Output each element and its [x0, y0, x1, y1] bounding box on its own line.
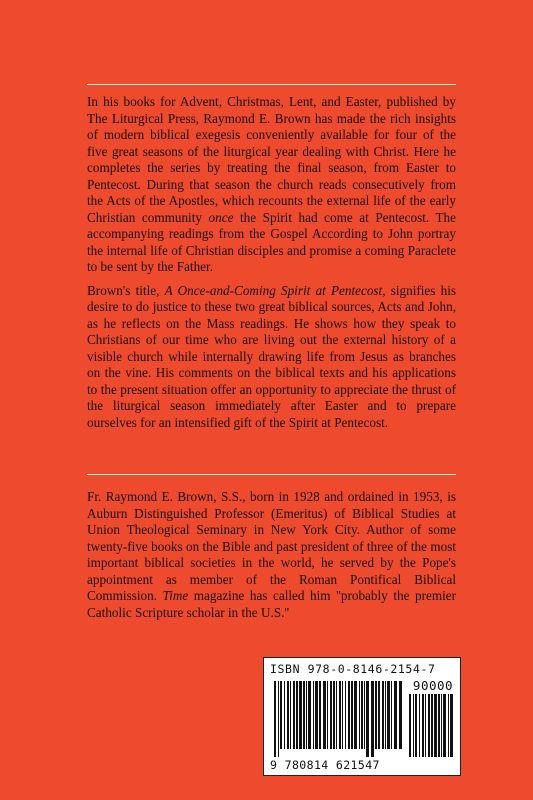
barcode-bar: [387, 681, 390, 749]
barcode-bar: [336, 681, 337, 749]
blurb-paragraph-1: [87, 94, 456, 276]
author-bio-paragraph: [87, 489, 456, 621]
addon-barcode-bars: [409, 694, 455, 757]
barcode-bar: [428, 694, 430, 757]
barcode-bar: [375, 681, 377, 749]
middle-divider: [87, 474, 456, 475]
barcode-bar: [450, 694, 453, 757]
book-title-italic: A Once-and-Coming Spirit at Pentecost,: [164, 282, 386, 298]
barcode-bar: [364, 681, 365, 749]
blurb-p1-text-a: In his books for Advent, Christmas, Lent, and Easter, published by The Liturgical Press, Raymond E. Brown has made the rich insights of modern biblical exegesis conveniently available for four of the five great seasons of the liturgical year dealing with Christ. Here he completes the series by treating the final season, from Easter to Pentecost. During that season the church reads consecutively from the Acts of the Apostles, which recounts the external life of the early Christian community: [87, 94, 456, 225]
barcode-bar: [330, 681, 332, 749]
barcode-bar: [441, 694, 442, 757]
barcode-bar: [422, 694, 424, 757]
bio-text-b: magazine has called him ''probably the premier Catholic Scripture scholar in the U.S.'': [87, 588, 456, 620]
barcode-bar: [303, 681, 305, 749]
barcode-bar: [323, 681, 326, 749]
barcode-bar: [345, 681, 346, 749]
barcode-bar: [448, 694, 449, 757]
isbn-barcode: [263, 657, 461, 776]
barcode-bar: [378, 681, 380, 749]
blurb-p2-text-b: signifies his desire to do justice to these two great biblical sources, Acts and John, as he reflects on the Mass readings. He shows how they speak to Christians of our time who are living out the external history of a visible church while internally drawing life from Jesus as branches on the vine. His comments on the biblical texts and his applications to the present situation offer an opportunity to appreciate the thrust of the liturgical season immediately after Easter and to prepare ourselves for an intensified gift of the Spirit at Pentecost.: [87, 282, 457, 430]
barcode-bar: [354, 681, 357, 749]
barcode-bar: [394, 681, 397, 749]
barcode-bar: [385, 681, 386, 749]
bio-italic-magazine: Time: [162, 588, 189, 603]
barcode-bar: [359, 681, 360, 749]
barcode-bar: [415, 694, 417, 757]
barcode-bar: [284, 681, 285, 749]
barcode-bar: [413, 694, 414, 757]
barcode-bar: [319, 681, 321, 749]
barcode-bar: [274, 681, 276, 757]
barcode-bar: [351, 681, 353, 749]
barcode-bar: [327, 681, 328, 749]
barcode-bar: [348, 681, 350, 749]
barcode-bar: [315, 681, 318, 749]
blurb-p2-text-a: Brown's title,: [87, 282, 165, 298]
barcode-bar: [280, 681, 282, 749]
barcode-bar: [342, 681, 343, 749]
barcode-bar: [391, 681, 392, 749]
ean-barcode-bars: [274, 681, 402, 757]
barcode-bar: [382, 681, 384, 749]
barcode-bar: [306, 681, 307, 749]
blurb-p1-italic: once: [208, 209, 234, 225]
price-addon-code: 90000: [412, 678, 454, 693]
barcode-bar: [299, 681, 302, 749]
top-divider: [87, 84, 456, 85]
barcode-bar: [361, 681, 363, 749]
barcode-bar: [290, 681, 291, 749]
blurb-text: [87, 94, 456, 431]
barcode-bar: [366, 681, 369, 757]
barcode-bar: [438, 694, 440, 757]
barcode-bar: [313, 681, 314, 749]
barcode-bar: [278, 681, 279, 757]
barcode-bar: [333, 681, 335, 749]
barcode-bar: [434, 694, 437, 757]
bio-text-a: Fr. Raymond E. Brown, S.S., born in 1928 and ordained in 1953, is Auburn Distinguished Professor (Emeritus) of Biblical Studies at Union Theological Seminary in New York City. Author of some twenty-five books on the Bible and past president of three of the most important biblical societies in the world, he served by the Pope's appointment as member of the Roman Pontifical Biblical Commission.: [87, 489, 456, 603]
barcode-bar: [443, 694, 446, 757]
isbn-label: ISBN 978-0-8146-2154-7: [270, 662, 436, 676]
barcode-bar: [296, 681, 298, 749]
barcode-bar: [293, 681, 295, 749]
barcode-bar: [425, 694, 426, 757]
ean-digits: 9 780814 621547: [270, 758, 380, 772]
barcode-bar: [409, 694, 411, 757]
blurb-paragraph-2: [87, 283, 456, 432]
barcode-bar: [287, 681, 289, 749]
blurb-p1-text-b: the Spirit had come at Pentecost. The accompanying readings from the Gospel According to John portray the internal life of Christian disciples and promise a coming Paraclete to be sent by the Father.: [87, 209, 456, 274]
barcode-bar: [419, 694, 420, 757]
barcode-bar: [371, 681, 374, 757]
barcode-bar: [399, 681, 402, 749]
barcode-bar: [339, 681, 341, 749]
author-bio: [87, 489, 456, 621]
barcode-bar: [431, 694, 433, 757]
barcode-bar: [308, 681, 311, 749]
